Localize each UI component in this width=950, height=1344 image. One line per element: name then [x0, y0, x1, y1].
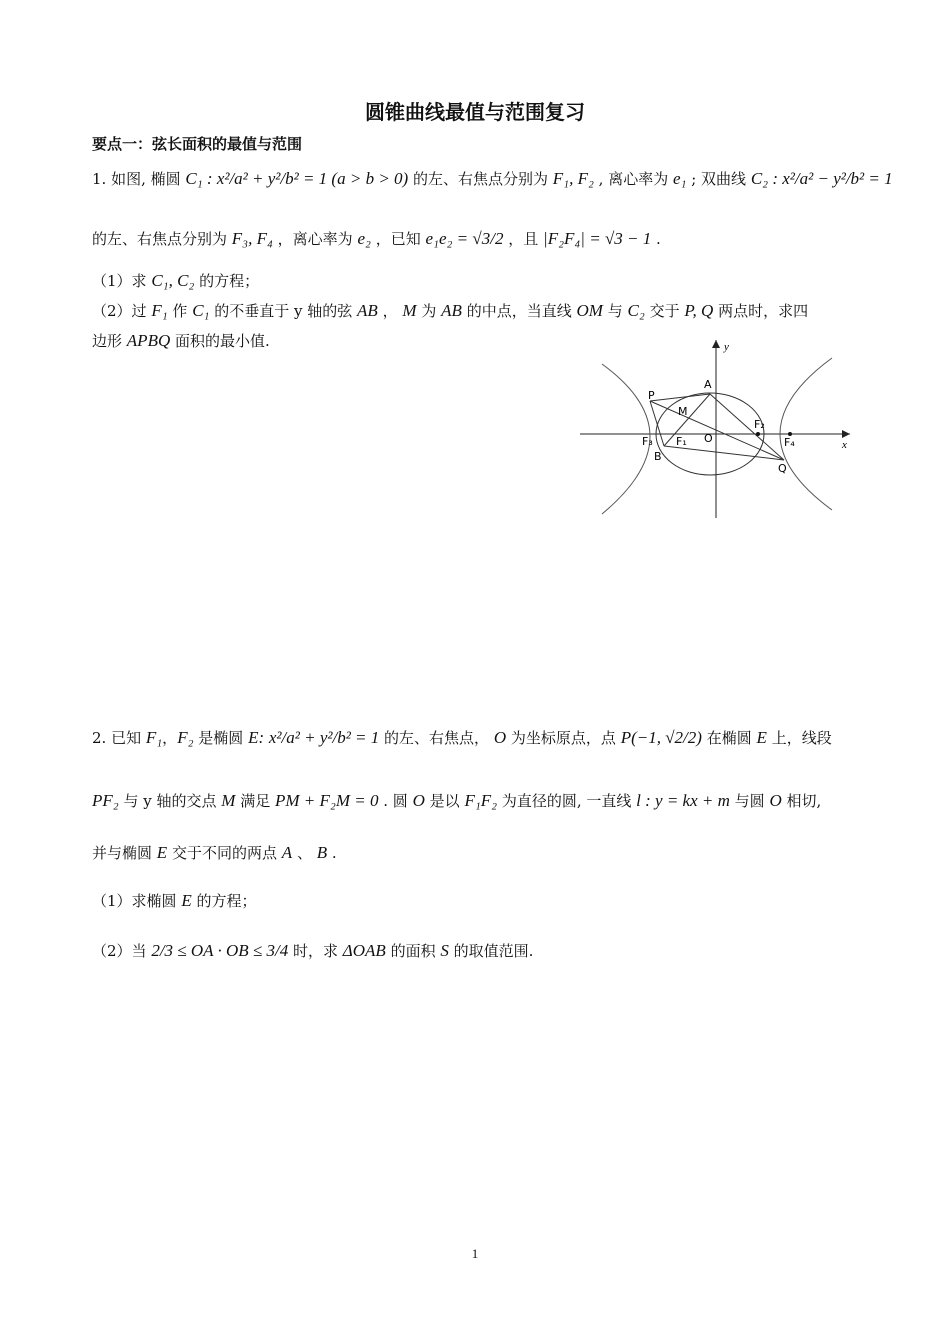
section-heading: 要点一：弦长面积的最值与范围 — [92, 135, 303, 153]
problem1-part2-cont — [92, 330, 270, 352]
part-text: 的不垂直于 y 轴的弦 — [214, 302, 353, 320]
problem2-text: 为坐标原点，点 — [510, 729, 616, 747]
part-text: 作 — [172, 302, 188, 320]
point-m: M — [402, 301, 417, 320]
problem1-text: 的左、右焦点分别为 — [92, 230, 228, 248]
problem2-text: 在椭圆 — [706, 729, 752, 747]
curve-c2: C₂ — [627, 301, 645, 320]
segment-bq — [664, 446, 784, 460]
vector-condition: PM + F₂M = 0 — [275, 791, 379, 810]
problem1-line1 — [92, 168, 893, 190]
chord-ab: AB — [441, 301, 462, 320]
label-p: P — [648, 389, 655, 402]
label-b: B — [654, 450, 662, 463]
origin-o: O — [493, 728, 507, 747]
problem1-text: . — [656, 230, 661, 248]
part-label: （2）当 — [92, 942, 147, 960]
label-a: A — [704, 378, 712, 391]
problem2-line3 — [92, 842, 337, 864]
part-text: 交于 — [649, 302, 680, 320]
problem2-text: 相切, — [786, 792, 822, 810]
segment-f1f2: F₁F₂ — [464, 791, 498, 810]
part-text: 的面积 — [390, 942, 436, 960]
problem2-text: . 圆 — [383, 792, 408, 810]
problem1-text: ，已知 — [375, 230, 421, 248]
part-text: 的中点，当直线 — [466, 302, 572, 320]
part-text: 面积的最小值. — [175, 332, 270, 350]
part-text: 两点时，求四 — [718, 302, 809, 320]
label-f3: F₃ — [642, 435, 653, 448]
ellipse-e: E — [156, 843, 168, 862]
part-text: ， — [382, 302, 398, 320]
y-axis-arrow — [712, 340, 720, 348]
problem2-part1 — [92, 890, 257, 912]
part-label: （2）过 — [92, 302, 147, 320]
conic-figure — [578, 338, 858, 520]
part-label: （1）求 — [92, 272, 147, 290]
ellipse-e-equation: x²/a² + y²/b² = 1 — [268, 728, 380, 747]
problem1-line2 — [92, 228, 661, 250]
ellipse-e-label: E: — [248, 728, 265, 747]
line-om: OM — [576, 301, 603, 320]
eccentricity-e1: e₁ — [672, 169, 687, 188]
area-s: S — [440, 941, 449, 960]
problem2-text: 与 y 轴的交点 — [123, 792, 217, 810]
label-f1: F₁ — [676, 435, 687, 448]
part-text: 的方程； — [199, 272, 260, 290]
x-axis-arrow — [842, 430, 850, 438]
circle-o: O — [769, 791, 782, 810]
label-m: M — [678, 405, 688, 418]
part-text: 为 — [421, 302, 437, 320]
problem1-part2 — [92, 300, 808, 322]
quadrilateral-apbq: APBQ — [126, 331, 171, 350]
focus-f1: F₁ — [145, 728, 163, 747]
problem2-text: ， — [162, 729, 178, 747]
dot-product-condition: 2/3 ≤ OA · OB ≤ 3/4 — [151, 941, 289, 960]
problem2-text: 是椭圆 — [198, 729, 244, 747]
foci-f3-f4: F₃, F₄ — [231, 229, 273, 248]
label-f2: F₂ — [754, 418, 765, 431]
problem2-text: 交于不同的两点 — [171, 844, 277, 862]
ellipse-e: E — [756, 728, 767, 747]
problem2-text: 是以 — [429, 792, 460, 810]
label-f4: F₄ — [784, 436, 795, 449]
triangle-oab: ΔOAB — [342, 941, 386, 960]
condition-e1e2: e₁e₂ = √3/2 — [425, 229, 504, 248]
problem2-text: 的左、右焦点， — [384, 729, 490, 747]
chord-ab: AB — [357, 301, 378, 320]
problem1-text: ，离心率为 — [277, 230, 353, 248]
focus-f2-point — [756, 432, 760, 436]
problem1-number: 1 — [92, 170, 102, 188]
problem1-part1 — [92, 270, 259, 292]
point-b: B — [316, 843, 328, 862]
problem2-part2 — [92, 940, 533, 962]
label-q: Q — [778, 462, 787, 475]
focus-f1: F₁ — [151, 301, 168, 320]
problem1-text: , 离心率为 — [598, 170, 669, 188]
problem1-text: . 如图, 椭圆 — [101, 170, 181, 188]
part-text: 与 — [607, 302, 623, 320]
segment-pf2: PF₂ — [92, 791, 119, 810]
part-text: 的方程； — [196, 892, 257, 910]
problem2-text: 上，线段 — [771, 729, 832, 747]
problem2-text: . 已知 — [101, 729, 142, 747]
part-label: （1）求椭圆 — [92, 892, 177, 910]
points-pq: P, Q — [684, 301, 714, 320]
curve-c1: C₁ — [192, 301, 210, 320]
condition-f2f4: |F₂F₄| = √3 − 1 — [543, 229, 652, 248]
label-o: O — [704, 432, 713, 445]
problem2-line2 — [92, 790, 821, 812]
problem2-number: 2 — [92, 729, 102, 747]
eccentricity-e2: e₂ — [357, 229, 371, 248]
part-text: 边形 — [92, 332, 123, 350]
focus-f2: F₂ — [177, 728, 194, 747]
problem2-text: 与圆 — [734, 792, 765, 810]
circle-o: O — [412, 791, 425, 810]
problem1-text: ，且 — [508, 230, 539, 248]
page-title: 圆锥曲线最值与范围复习 — [365, 100, 585, 124]
page-number: 1 — [471, 1246, 479, 1261]
curves-c1-c2: C₁, C₂ — [151, 271, 195, 290]
point-a: A — [281, 843, 293, 862]
problem1-text: ; 双曲线 — [691, 170, 747, 188]
hyperbola-equation: C₂ : x²/a² − y²/b² = 1 — [750, 169, 893, 188]
foci-f1-f2: F₁, F₂ — [552, 169, 594, 188]
part-text: 时，求 — [292, 942, 338, 960]
part-text: 的取值范围. — [453, 942, 534, 960]
problem1-text: 的左、右焦点分别为 — [412, 170, 548, 188]
problem2-text: 并与椭圆 — [92, 844, 153, 862]
problem2-text: 满足 — [240, 792, 271, 810]
point-m: M — [221, 791, 236, 810]
ellipse-equation: C₁ : x²/a² + y²/b² = 1 (a > b > 0) — [185, 169, 409, 188]
problem2-text: 、 — [296, 844, 312, 862]
point-p: P(−1, √2/2) — [620, 728, 702, 747]
ellipse-e: E — [181, 891, 192, 910]
line-l-equation: l : y = kx + m — [636, 791, 730, 810]
problem2-text: . — [331, 844, 337, 862]
problem2-text: 为直径的圆, 一直线 — [501, 792, 632, 810]
label-x: x — [842, 439, 847, 451]
problem2-line1 — [92, 727, 832, 749]
label-y: y — [724, 341, 729, 353]
